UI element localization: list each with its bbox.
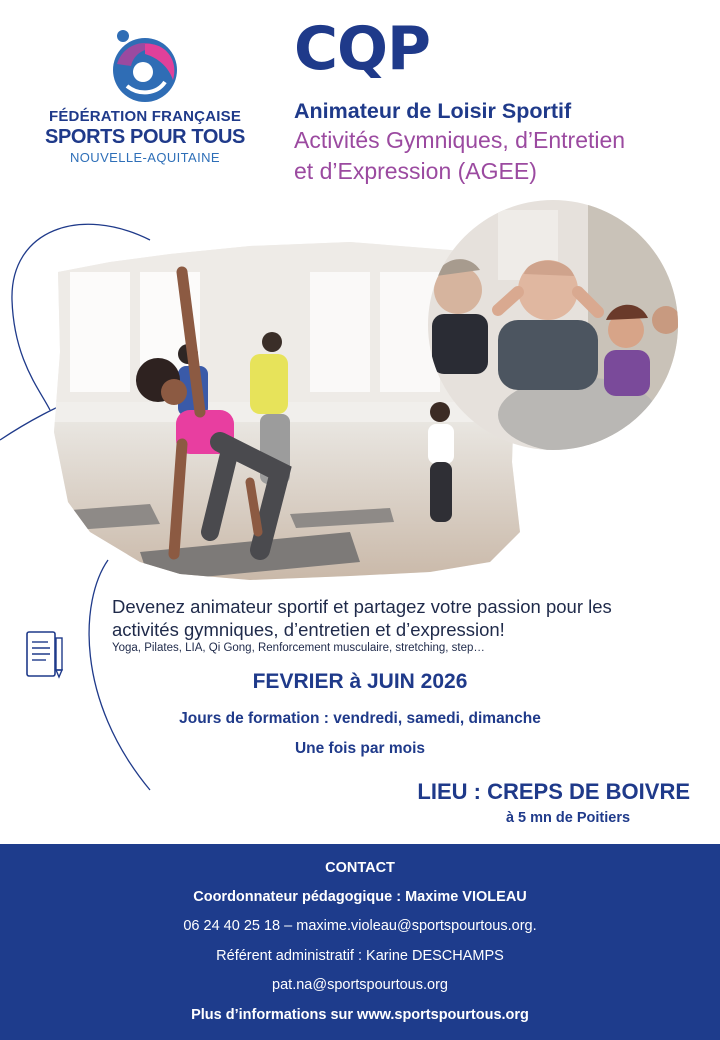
cqp-title: CQP [294, 14, 431, 84]
logo-line-federation: FÉDÉRATION FRANÇAISE [48, 108, 242, 125]
activities-list: Yoga, Pilates, LIA, Qi Gong, Renforcement musculaire, stretching, step… [112, 642, 485, 654]
location-title: LIEU : CREPS DE BOIVRE [417, 779, 690, 804]
training-days: Jours de formation : vendredi, samedi, dimanche [179, 710, 541, 727]
admin-referent-line: Référent administratif : Karine DESCHAMPS [216, 948, 504, 964]
activity-line-2: et d’Expression (AGEE) [294, 158, 537, 184]
intro-line-2: activités gymniques, d’entretien et d’expression! [112, 619, 505, 640]
admin-email: pat.na@sportspourtous.org [272, 977, 448, 993]
logo-line-region: NOUVELLE-AQUITAINE [70, 150, 220, 165]
contact-heading: CONTACT [325, 860, 395, 876]
intro-line-1: Devenez animateur sportif et partagez votre passion pour les [112, 596, 612, 617]
diploma-subtitle: Animateur de Loisir Sportif [294, 99, 572, 123]
seniors-exercise-photo [428, 200, 678, 450]
training-dates: FEVRIER à JUIN 2026 [252, 670, 468, 693]
coordinator-line: Coordonnateur pédagogique : Maxime VIOLEAU [193, 889, 527, 905]
logo-line-sports-pour-tous: SPORTS POUR TOUS [45, 126, 245, 148]
contact-footer [0, 844, 720, 1040]
coordinator-phone-email: 06 24 40 25 18 – maxime.violeau@sportspourtous.org. [183, 918, 537, 934]
location-subtitle: à 5 mn de Poitiers [505, 810, 631, 826]
federation-logo [20, 24, 270, 174]
training-frequency: Une fois par mois [294, 740, 426, 757]
activity-line-1: Activités Gymniques, d’Entretien [294, 127, 626, 153]
federation-logo-icon [105, 24, 185, 106]
more-info-link: Plus d’informations sur www.sportspourtous.org [191, 1007, 529, 1023]
